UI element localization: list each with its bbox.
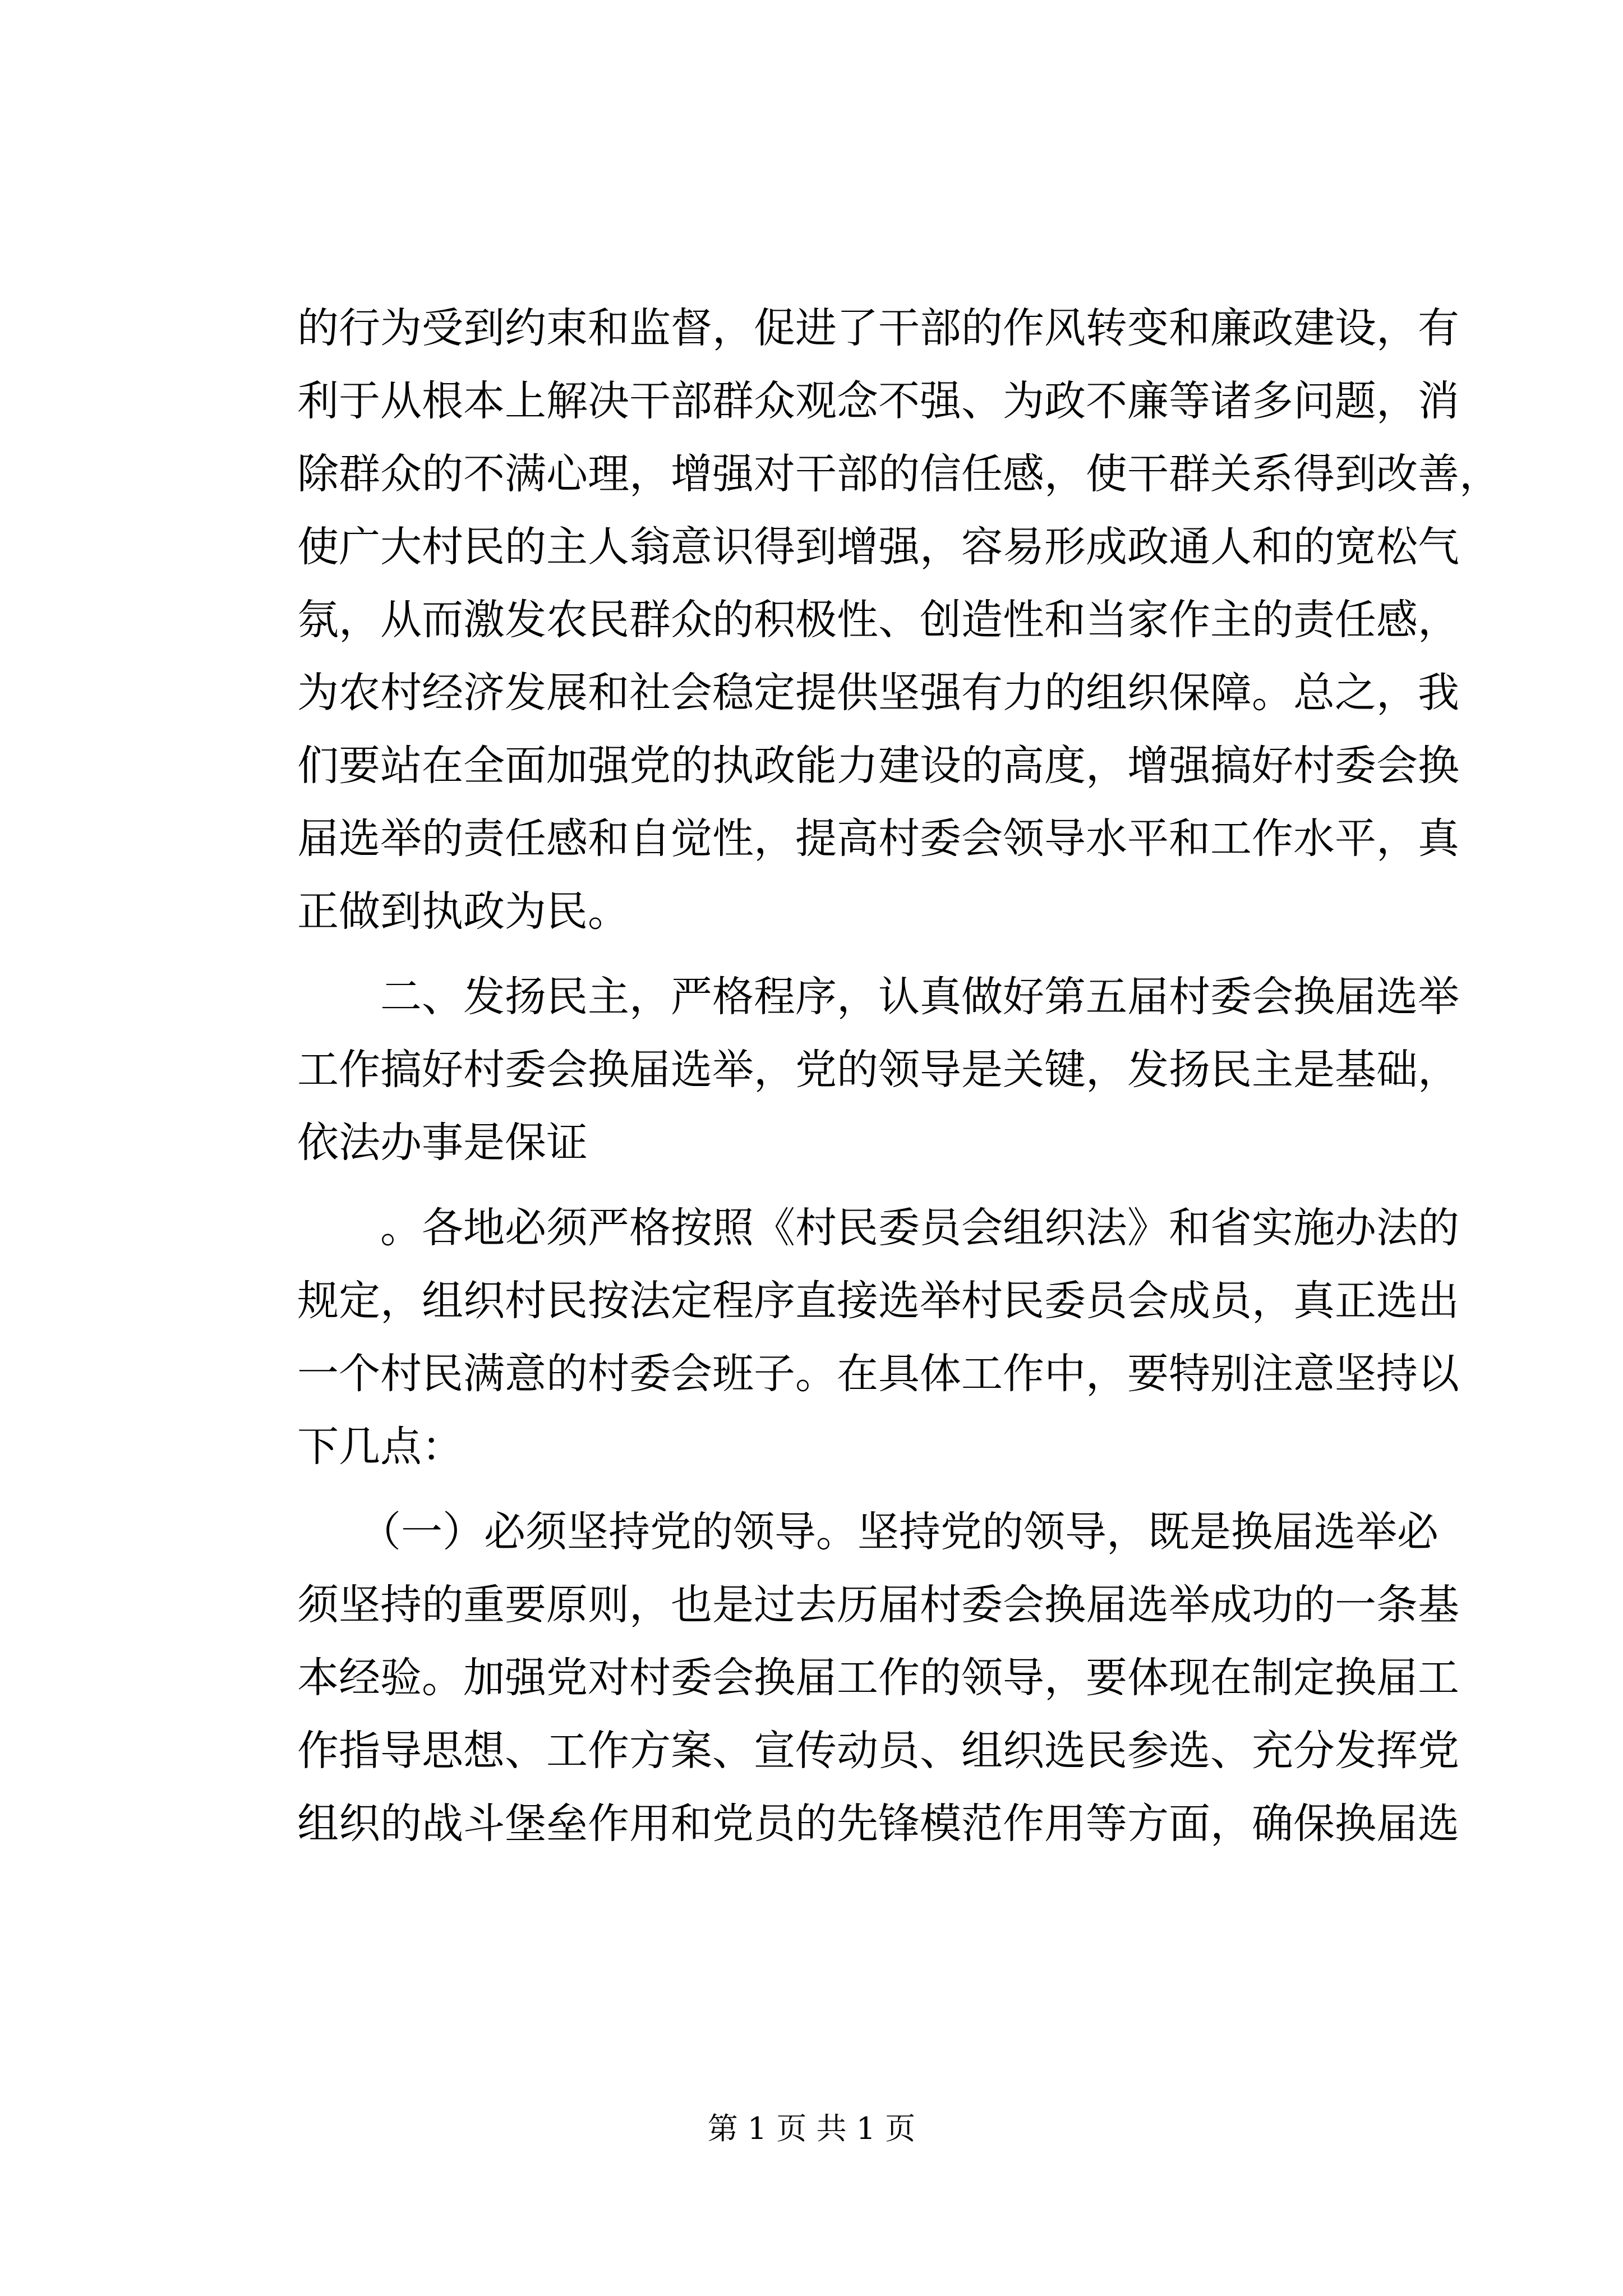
text-line: 氛，从而激发农民群众的积极性、创造性和当家作主的责任感，: [297, 596, 1459, 644]
text-line: 利于从根本上解决干部群众观念不强、为政不廉等诸多问题，消: [297, 377, 1459, 425]
text-line: 除群众的不满心理，增强对干部的信任感，使干群关系得到改善，: [297, 450, 1501, 498]
text-line: 使广大村民的主人翁意识得到增强，容易形成政通人和的宽松气: [297, 523, 1459, 571]
text-line: 正做到执政为民。: [297, 887, 629, 936]
text-line: 届选举的责任感和自觉性，提高村委会领导水平和工作水平，真: [297, 815, 1459, 863]
text-line: 本经验。加强党对村委会换届工作的领导，要体现在制定换届工: [297, 1654, 1459, 1702]
text-line: 规定，组织村民按法定程序直接选举村民委员会成员，真正选出: [297, 1277, 1459, 1325]
text-line: 组织的战斗堡垒作用和党员的先锋模范作用等方面，确保换届选: [297, 1800, 1459, 1848]
text-line: 一个村民满意的村委会班子。在具体工作中，要特别注意坚持以: [297, 1350, 1459, 1398]
text-line: 下几点：: [297, 1423, 463, 1471]
text-line: 须坚持的重要原则，也是过去历届村委会换届选举成功的一条基: [297, 1581, 1459, 1629]
text-line: 们要站在全面加强党的执政能力建设的高度，增强搞好村委会换: [297, 742, 1459, 790]
subsection-heading-line: （一）必须坚持党的领导。坚持党的领导，既是换届选举必: [297, 1508, 1438, 1556]
page-footer: [0, 2109, 1623, 2148]
text-line: 的行为受到约束和监督，促进了干部的作风转变和廉政建设，有: [297, 304, 1459, 352]
text-line: 工作搞好村委会换届选举，党的领导是关键，发扬民主是基础，: [297, 1046, 1459, 1094]
document-body: [297, 292, 1501, 1860]
text-line: 。各地必须严格按照《村民委员会组织法》和省实施办法的: [297, 1204, 1459, 1252]
text-line: 为农村经济发展和社会稳定提供坚强有力的组织保障。总之，我: [297, 669, 1459, 717]
text-line: 依法办事是保证: [297, 1119, 588, 1167]
section-heading-line: 二、发扬民主，严格程序，认真做好第五届村委会换届选举: [297, 973, 1459, 1021]
page-number-label: 第 1 页 共 1 页: [707, 2111, 916, 2146]
text-line: 作指导思想、工作方案、宣传动员、组织选民参选、充分发挥党: [297, 1727, 1459, 1775]
